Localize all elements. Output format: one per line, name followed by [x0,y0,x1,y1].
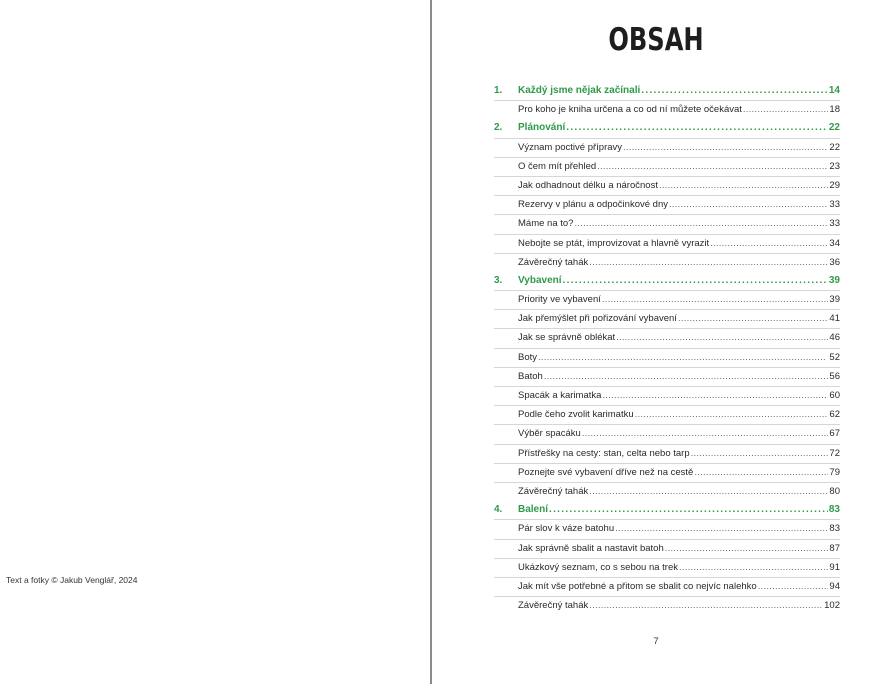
toc-dot-leader [597,158,828,176]
toc-entry [518,329,840,347]
toc-entry [518,177,840,195]
toc-entry-label: Výběr spacáku [518,428,581,440]
toc-entry-row [494,176,840,195]
toc-dot-leader [758,578,829,596]
toc-dot-leader [602,291,829,309]
toc-entry [518,215,840,233]
toc-dot-leader [669,196,828,214]
toc-page-number: 60 [829,390,840,401]
toc-entry-label: O čem mít přehled [518,160,597,172]
toc-entry-row [494,100,840,119]
toc-page-number: 67 [829,428,840,440]
toc-entry-row [494,482,840,501]
toc-entry [518,139,840,157]
toc-entry [518,501,840,519]
toc-entry-label: Přístřešky na cesty: stan, celta nebo tarp [518,447,690,459]
toc-page-number: 102 [824,600,840,612]
toc-page-number: 33 [829,218,840,230]
toc-page-number: 80 [829,485,840,497]
toc-entry-label: Nebojte se ptát, improvizovat a hlavně vyrazit [518,237,710,249]
toc-entry [518,310,840,328]
toc-entry-row [494,367,840,386]
toc-entry [518,119,840,137]
toc-title: OBSAH [608,22,704,58]
toc-entry-label: Jak se správně oblékat [518,332,616,344]
toc-entry-row [494,328,840,347]
toc-entry-row [494,157,840,176]
toc-dot-leader [589,597,823,615]
toc-chapter-number: 2. [494,122,503,134]
toc-dot-leader [544,368,829,386]
toc-entry-row [494,234,840,253]
toc-dot-leader [538,349,828,367]
toc-entry-label: Máme na to? [518,218,574,230]
toc-entry-label: Spacák a karimatka [518,390,602,401]
toc-entry-label: Poznejte své vybavení dříve než na cestě [518,466,694,478]
toc-entry-label: Jak odhadnout délku a náročnost [518,179,658,191]
toc-dot-leader [694,464,828,482]
toc-entry-label: Jak mít vše potřebné a přitom se sbalit co nejvíc nalehko [518,580,757,592]
toc-entry-label: Batoh [518,370,543,382]
toc-entry [518,540,840,558]
toc-entry-label: Pár slov k váze batohu [518,523,615,535]
toc-chapter-row [494,501,840,519]
toc-dot-leader [582,425,829,443]
toc-dot-leader [659,177,828,195]
copyright-credit: Text a fotky © Jakub Venglář, 2024 [6,575,138,585]
toc-entry-label: Plánování [518,122,566,134]
toc-dot-leader [574,215,828,233]
toc-dot-leader [641,82,828,100]
table-of-contents [494,82,840,615]
toc-dot-leader [589,483,828,501]
toc-entry [518,483,840,501]
toc-entry-row [494,214,840,233]
toc-dot-leader [615,520,828,538]
toc-entry-row [494,138,840,157]
right-page [432,0,880,684]
toc-dot-leader [602,387,828,405]
toc-entry [518,406,840,424]
toc-entry-row [494,577,840,596]
toc-entry-label: Podle čeho zvolit karimatku [518,409,634,421]
toc-page-number: 22 [828,122,840,134]
toc-page-number: 39 [828,274,840,286]
toc-page-number: 39 [829,294,840,306]
toc-entry-label: Vybavení [518,274,562,286]
toc-page-number: 62 [829,409,840,421]
toc-entry [518,464,840,482]
toc-dot-leader [665,540,829,558]
toc-entry-label: Boty [518,351,538,363]
toc-chapter-row [494,119,840,137]
toc-page-number: 94 [829,580,840,592]
toc-entry-row [494,596,840,615]
toc-page-number: 52 [829,351,840,363]
toc-entry [518,254,840,272]
toc-page-number: 46 [829,332,840,344]
toc-entry [518,101,840,119]
toc-dot-leader [679,559,828,577]
toc-entry-row [494,290,840,309]
toc-entry-label: Jak správně sbalit a nastavit batoh [518,542,664,554]
toc-entry-label: Rezervy v plánu a odpočinkové dny [518,199,668,211]
toc-entry-row [494,519,840,538]
toc-entry [518,196,840,214]
toc-entry-row [494,253,840,272]
toc-entry-row [494,424,840,443]
toc-page-number: 72 [829,447,840,459]
toc-page-number: 29 [829,179,840,191]
toc-dot-leader [563,272,828,290]
toc-entry-label: Balení [518,504,549,516]
toc-entry [518,82,840,100]
toc-entry-row [494,539,840,558]
toc-entry [518,158,840,176]
toc-dot-leader [691,445,829,463]
toc-page-number: 34 [829,237,840,249]
toc-page-number: 18 [829,104,840,116]
toc-chapter-row [494,272,840,290]
toc-entry-row [494,405,840,424]
toc-entry [518,520,840,538]
toc-page-number: 33 [829,199,840,211]
toc-dot-leader [623,139,828,157]
toc-dot-leader [743,101,829,119]
toc-dot-leader [710,235,828,253]
toc-entry [518,597,840,615]
toc-page-number: 83 [829,523,840,535]
toc-entry-label: Závěrečný tahák [518,600,589,612]
toc-page-number: 56 [829,370,840,382]
toc-chapter-row [494,82,840,100]
toc-page-number: 23 [829,160,840,172]
toc-page-number: 22 [829,141,840,153]
toc-entry [518,445,840,463]
toc-dot-leader [549,501,828,519]
toc-page-number: 83 [828,504,840,516]
toc-entry-label: Jak přemýšlet při pořizování vybavení [518,313,677,325]
toc-page-number: 14 [828,85,840,96]
toc-entry-row [494,195,840,214]
toc-entry-label: Závěrečný tahák [518,485,589,497]
toc-entry-label: Každý jsme nějak začínali [518,85,641,96]
toc-entry-label: Závěrečný tahák [518,256,589,268]
toc-entry [518,559,840,577]
left-page [0,0,430,684]
toc-page-number: 87 [829,542,840,554]
page-number: 7 [653,636,659,647]
toc-dot-leader [589,254,828,272]
toc-entry-row [494,558,840,577]
toc-page-number: 91 [829,561,840,573]
toc-entry-row [494,386,840,405]
toc-page-number: 41 [829,313,840,325]
toc-page-number: 36 [829,256,840,268]
toc-entry [518,291,840,309]
toc-entry-label: Pro koho je kniha určena a co od ní můžete očekávat [518,104,742,116]
toc-entry-row [494,463,840,482]
toc-page-number: 79 [829,466,840,478]
toc-chapter-number: 4. [494,504,503,516]
toc-entry [518,235,840,253]
toc-entry-label: Priority ve vybavení [518,294,601,306]
toc-entry [518,368,840,386]
toc-entry-row [494,444,840,463]
toc-chapter-number: 1. [494,85,503,96]
toc-entry-row [494,348,840,367]
toc-entry-row [494,309,840,328]
toc-entry [518,272,840,290]
toc-dot-leader [678,310,828,328]
toc-entry [518,425,840,443]
toc-entry [518,349,840,367]
toc-dot-leader [566,119,828,137]
toc-entry [518,578,840,596]
toc-chapter-number: 3. [494,274,503,286]
toc-dot-leader [616,329,828,347]
toc-entry [518,387,840,405]
toc-entry-label: Ukázkový seznam, co s sebou na trek [518,561,678,573]
toc-dot-leader [635,406,829,424]
toc-entry-label: Význam poctivé přípravy [518,141,623,153]
